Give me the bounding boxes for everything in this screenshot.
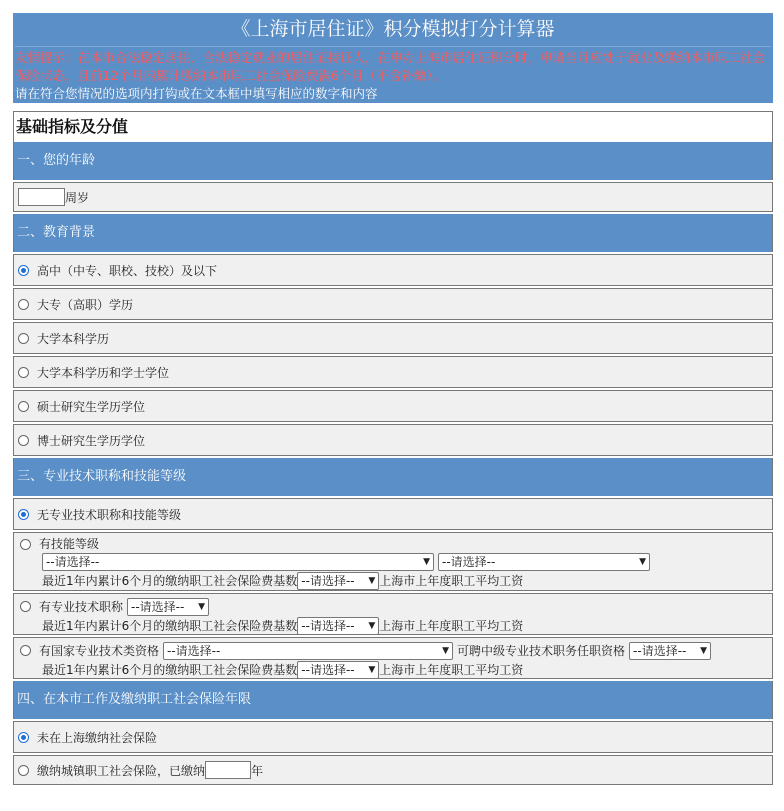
page-header bbox=[13, 13, 773, 103]
education-option-label: 大专（高职）学历 bbox=[37, 297, 134, 312]
chevron-down-icon: ▼ bbox=[368, 620, 376, 631]
education-option[interactable] bbox=[13, 356, 773, 388]
social-base-suffix: 上海市上年度职工平均工资 bbox=[379, 618, 524, 633]
category-insurance: 四、在本市工作及缴纳职工社会保险年限 bbox=[13, 681, 773, 719]
national-label: 有国家专业技术类资格 bbox=[39, 643, 160, 658]
title-select-value: --请选择-- bbox=[131, 599, 185, 614]
middle-title-select[interactable] bbox=[629, 642, 711, 660]
social-base-select-value: --请选择-- bbox=[301, 618, 355, 633]
insurance-none-label: 未在上海缴纳社会保险 bbox=[37, 730, 158, 745]
radio-icon[interactable] bbox=[18, 367, 29, 378]
skill-level-select[interactable] bbox=[42, 553, 434, 571]
professional-skill-option[interactable] bbox=[13, 532, 773, 591]
insurance-paid-label: 缴纳城镇职工社会保险，已缴纳 bbox=[37, 763, 206, 778]
radio-icon[interactable] bbox=[20, 601, 31, 612]
education-option[interactable] bbox=[13, 288, 773, 320]
social-base-label: 最近1年内累计6个月的缴纳职工社会保险费基数 bbox=[42, 573, 298, 588]
radio-icon[interactable] bbox=[18, 333, 29, 344]
category-age: 一、您的年龄 bbox=[13, 142, 773, 180]
category-education: 二、教育背景 bbox=[13, 214, 773, 252]
professional-national-option[interactable] bbox=[13, 637, 773, 679]
professional-none-label: 无专业技术职称和技能等级 bbox=[37, 507, 182, 522]
insurance-paid-option[interactable] bbox=[13, 755, 773, 785]
age-input[interactable] bbox=[18, 188, 65, 206]
social-base-select[interactable] bbox=[297, 572, 379, 590]
insurance-none-option[interactable] bbox=[13, 721, 773, 753]
national-qualification-select-value: --请选择-- bbox=[167, 643, 221, 658]
insurance-years-input[interactable] bbox=[205, 761, 251, 779]
skill-type-select-value: --请选择-- bbox=[442, 554, 496, 569]
social-base-select[interactable] bbox=[297, 661, 379, 679]
category-professional: 三、专业技术职称和技能等级 bbox=[13, 458, 773, 496]
page-title: 《上海市居住证》积分模拟打分计算器 bbox=[15, 13, 771, 47]
chevron-down-icon: ▼ bbox=[700, 645, 708, 656]
skill-level-select-value: --请选择-- bbox=[46, 554, 100, 569]
chevron-down-icon: ▼ bbox=[368, 664, 376, 675]
education-option[interactable] bbox=[13, 254, 773, 286]
social-base-select[interactable] bbox=[297, 617, 379, 635]
social-base-suffix: 上海市上年度职工平均工资 bbox=[379, 662, 524, 677]
chevron-down-icon: ▼ bbox=[368, 575, 376, 586]
insurance-years-unit: 年 bbox=[251, 763, 264, 778]
radio-icon[interactable] bbox=[20, 539, 31, 550]
education-option[interactable] bbox=[13, 322, 773, 354]
education-option-label: 博士研究生学历学位 bbox=[37, 433, 146, 448]
radio-selected-icon[interactable] bbox=[18, 732, 29, 743]
skill-label: 有技能等级 bbox=[39, 537, 100, 551]
education-option-label: 硕士研究生学历学位 bbox=[37, 399, 146, 414]
social-base-select-value: --请选择-- bbox=[301, 573, 355, 588]
professional-none-option[interactable] bbox=[13, 498, 773, 530]
chevron-down-icon: ▼ bbox=[423, 556, 430, 567]
skill-type-select[interactable] bbox=[438, 553, 650, 571]
calculator-container bbox=[13, 13, 773, 787]
chevron-down-icon: ▼ bbox=[442, 645, 450, 656]
social-base-select-value: --请选择-- bbox=[301, 662, 355, 677]
education-option-label: 高中（中专、职校、技校）及以下 bbox=[37, 263, 218, 278]
title-label: 有专业技术职称 bbox=[39, 599, 124, 614]
chevron-down-icon: ▼ bbox=[639, 556, 646, 567]
radio-selected-icon[interactable] bbox=[18, 509, 29, 520]
radio-icon[interactable] bbox=[18, 401, 29, 412]
professional-title-option[interactable] bbox=[13, 593, 773, 635]
national-qualification-select[interactable] bbox=[163, 642, 453, 660]
middle-title-select-value: --请选择-- bbox=[633, 643, 687, 658]
radio-icon[interactable] bbox=[18, 435, 29, 446]
middle-title-label: 可聘中级专业技术职务任职资格 bbox=[457, 643, 626, 658]
social-base-label: 最近1年内累计6个月的缴纳职工社会保险费基数 bbox=[42, 662, 298, 677]
social-base-suffix: 上海市上年度职工平均工资 bbox=[379, 573, 524, 588]
title-select[interactable] bbox=[127, 598, 209, 616]
education-option-label: 大学本科学历和学士学位 bbox=[37, 365, 170, 380]
social-base-label: 最近1年内累计6个月的缴纳职工社会保险费基数 bbox=[42, 618, 298, 633]
chevron-down-icon: ▼ bbox=[198, 601, 206, 612]
instruction-text: 请在符合您情况的选项内打钩或在文本框中填写相应的数字和内容 bbox=[15, 86, 378, 101]
warning-notice: 友情提示：在本市合法稳定居住、合法稳定就业的居住证持证人，在申办上海市居住证积分时，申请当月应处于就业及缴纳本市职工社会保险状态，且前12个月内累计缴纳本市职工社会保险费满6个月（不含补缴）。 bbox=[15, 50, 766, 83]
radio-icon[interactable] bbox=[20, 645, 31, 656]
radio-selected-icon[interactable] bbox=[18, 265, 29, 276]
education-option[interactable] bbox=[13, 390, 773, 422]
education-option[interactable] bbox=[13, 424, 773, 456]
section-title: 基础指标及分值 bbox=[13, 111, 773, 142]
age-row bbox=[13, 182, 773, 212]
radio-icon[interactable] bbox=[18, 299, 29, 310]
age-unit: 周岁 bbox=[65, 190, 90, 205]
radio-icon[interactable] bbox=[18, 765, 29, 776]
education-option-label: 大学本科学历 bbox=[37, 331, 110, 346]
